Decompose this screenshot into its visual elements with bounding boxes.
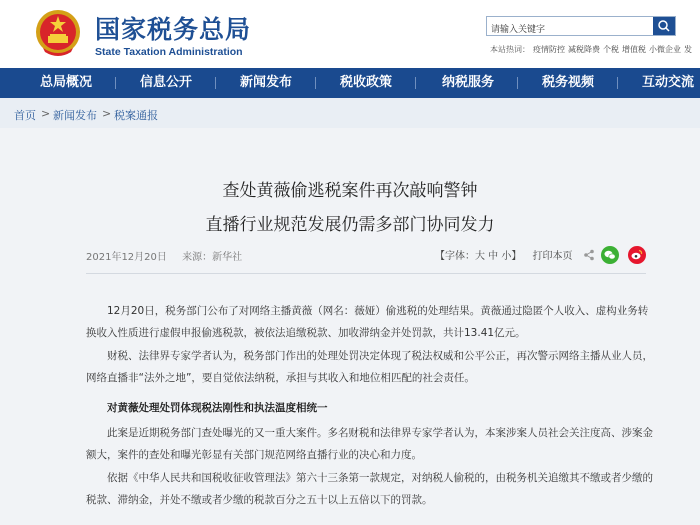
article-source: 来源：新华社 — [182, 252, 243, 263]
article-tools — [435, 247, 573, 262]
nav-item-overview[interactable]: 总局概况 — [40, 75, 93, 90]
article-paragraph: 依据《中华人民共和国税收征收管理法》第六十三条第一款规定，对纳税人偷税的，由税务机关追缴其不缴或者少缴的税款、滞纳金，并处不缴或者少缴的税款百分之五十以上五倍以下的罚款。 — [86, 472, 653, 506]
weibo-share-icon[interactable] — [628, 246, 646, 264]
nav-item-tax-policy[interactable]: 税收政策 — [340, 75, 393, 90]
breadcrumb-case-reports[interactable]: 税案通报 — [114, 109, 158, 122]
hot-words-label: 本站热词： — [490, 45, 530, 54]
national-emblem-icon — [35, 8, 81, 58]
nav-divider — [315, 77, 316, 89]
article-date: 2021年12月20日 — [86, 252, 167, 263]
hot-word[interactable]: 减税降费 — [568, 45, 600, 54]
nav-item-tax-video[interactable]: 税务视频 — [542, 75, 595, 90]
article-paragraph: 12月20日，税务部门公布了对网络主播黄薇（网名：薇娅）偷逃税的处理结果。黄薇通过隐匿个人收入、虚构业务转换收入性质进行虚假申报偷逃税款，被依法追缴税款、加收滞纳金并处罚款，共计13.41亿元。 — [86, 305, 649, 339]
hot-word[interactable]: 发 — [684, 45, 692, 54]
nav-divider — [517, 77, 518, 89]
site-header — [0, 0, 700, 68]
hot-word[interactable]: 疫情防控 — [533, 45, 565, 54]
search-icon — [653, 17, 675, 35]
hot-word[interactable]: 增值税 — [622, 45, 646, 54]
nav-item-news[interactable]: 新闻发布 — [240, 75, 293, 90]
breadcrumb-separator: > — [41, 107, 51, 120]
article — [0, 128, 700, 525]
meta-divider — [86, 273, 646, 274]
wechat-share-icon[interactable] — [601, 246, 619, 264]
breadcrumb — [0, 98, 700, 128]
nav-divider — [415, 77, 416, 89]
breadcrumb-news[interactable]: 新闻发布 — [53, 109, 97, 122]
hot-word[interactable]: 个税 — [603, 45, 619, 54]
breadcrumb-home[interactable]: 首页 — [14, 109, 36, 122]
search-box — [486, 16, 676, 36]
breadcrumb-separator: > — [102, 107, 112, 120]
site-logo-text[interactable]: 国家税务总局 — [95, 15, 252, 44]
article-paragraph: 财税、法律界专家学者认为，税务部门作出的处理处罚决定体现了税法权威和公平公正，再次警示网络主播从业人员，网络直播非“法外之地”，要自觉依法纳税，承担与其收入和地位相匹配的社会责任。 — [86, 350, 653, 384]
nav-divider — [115, 77, 116, 89]
article-title-line1: 查处黄薇偷逃税案件再次敲响警钟 — [222, 181, 478, 201]
font-size-control[interactable]: 【字体：大 中 小】 — [435, 251, 522, 262]
nav-item-interaction[interactable]: 互动交流 — [642, 75, 695, 90]
article-paragraph: 此案是近期税务部门查处曝光的又一重大案件。多名财税和法律界专家学者认为，本案涉案人员社会关注度高、涉案金额大，案件的查处和曝光彰显有关部门规范网络直播行业的决心和力度。 — [86, 427, 653, 461]
nav-item-tax-service[interactable]: 纳税服务 — [442, 75, 495, 90]
hot-words — [490, 44, 692, 55]
share-icon[interactable] — [583, 249, 595, 261]
article-meta — [86, 248, 242, 263]
print-button[interactable]: 打印本页 — [532, 251, 573, 262]
hot-word[interactable]: 小微企业 — [649, 45, 681, 54]
nav-divider — [215, 77, 216, 89]
search-button[interactable] — [653, 17, 675, 35]
search-input[interactable] — [487, 21, 641, 39]
main-nav — [0, 68, 700, 98]
site-logo-english: State Taxation Administration — [95, 46, 243, 58]
article-title-line2: 直播行业规范发展仍需多部门协同发力 — [205, 215, 495, 235]
nav-divider — [617, 77, 618, 89]
article-subheading: 对黄薇处理处罚体现税法刚性和执法温度相统一 — [107, 402, 328, 414]
nav-item-info-disclosure[interactable]: 信息公开 — [140, 75, 193, 90]
